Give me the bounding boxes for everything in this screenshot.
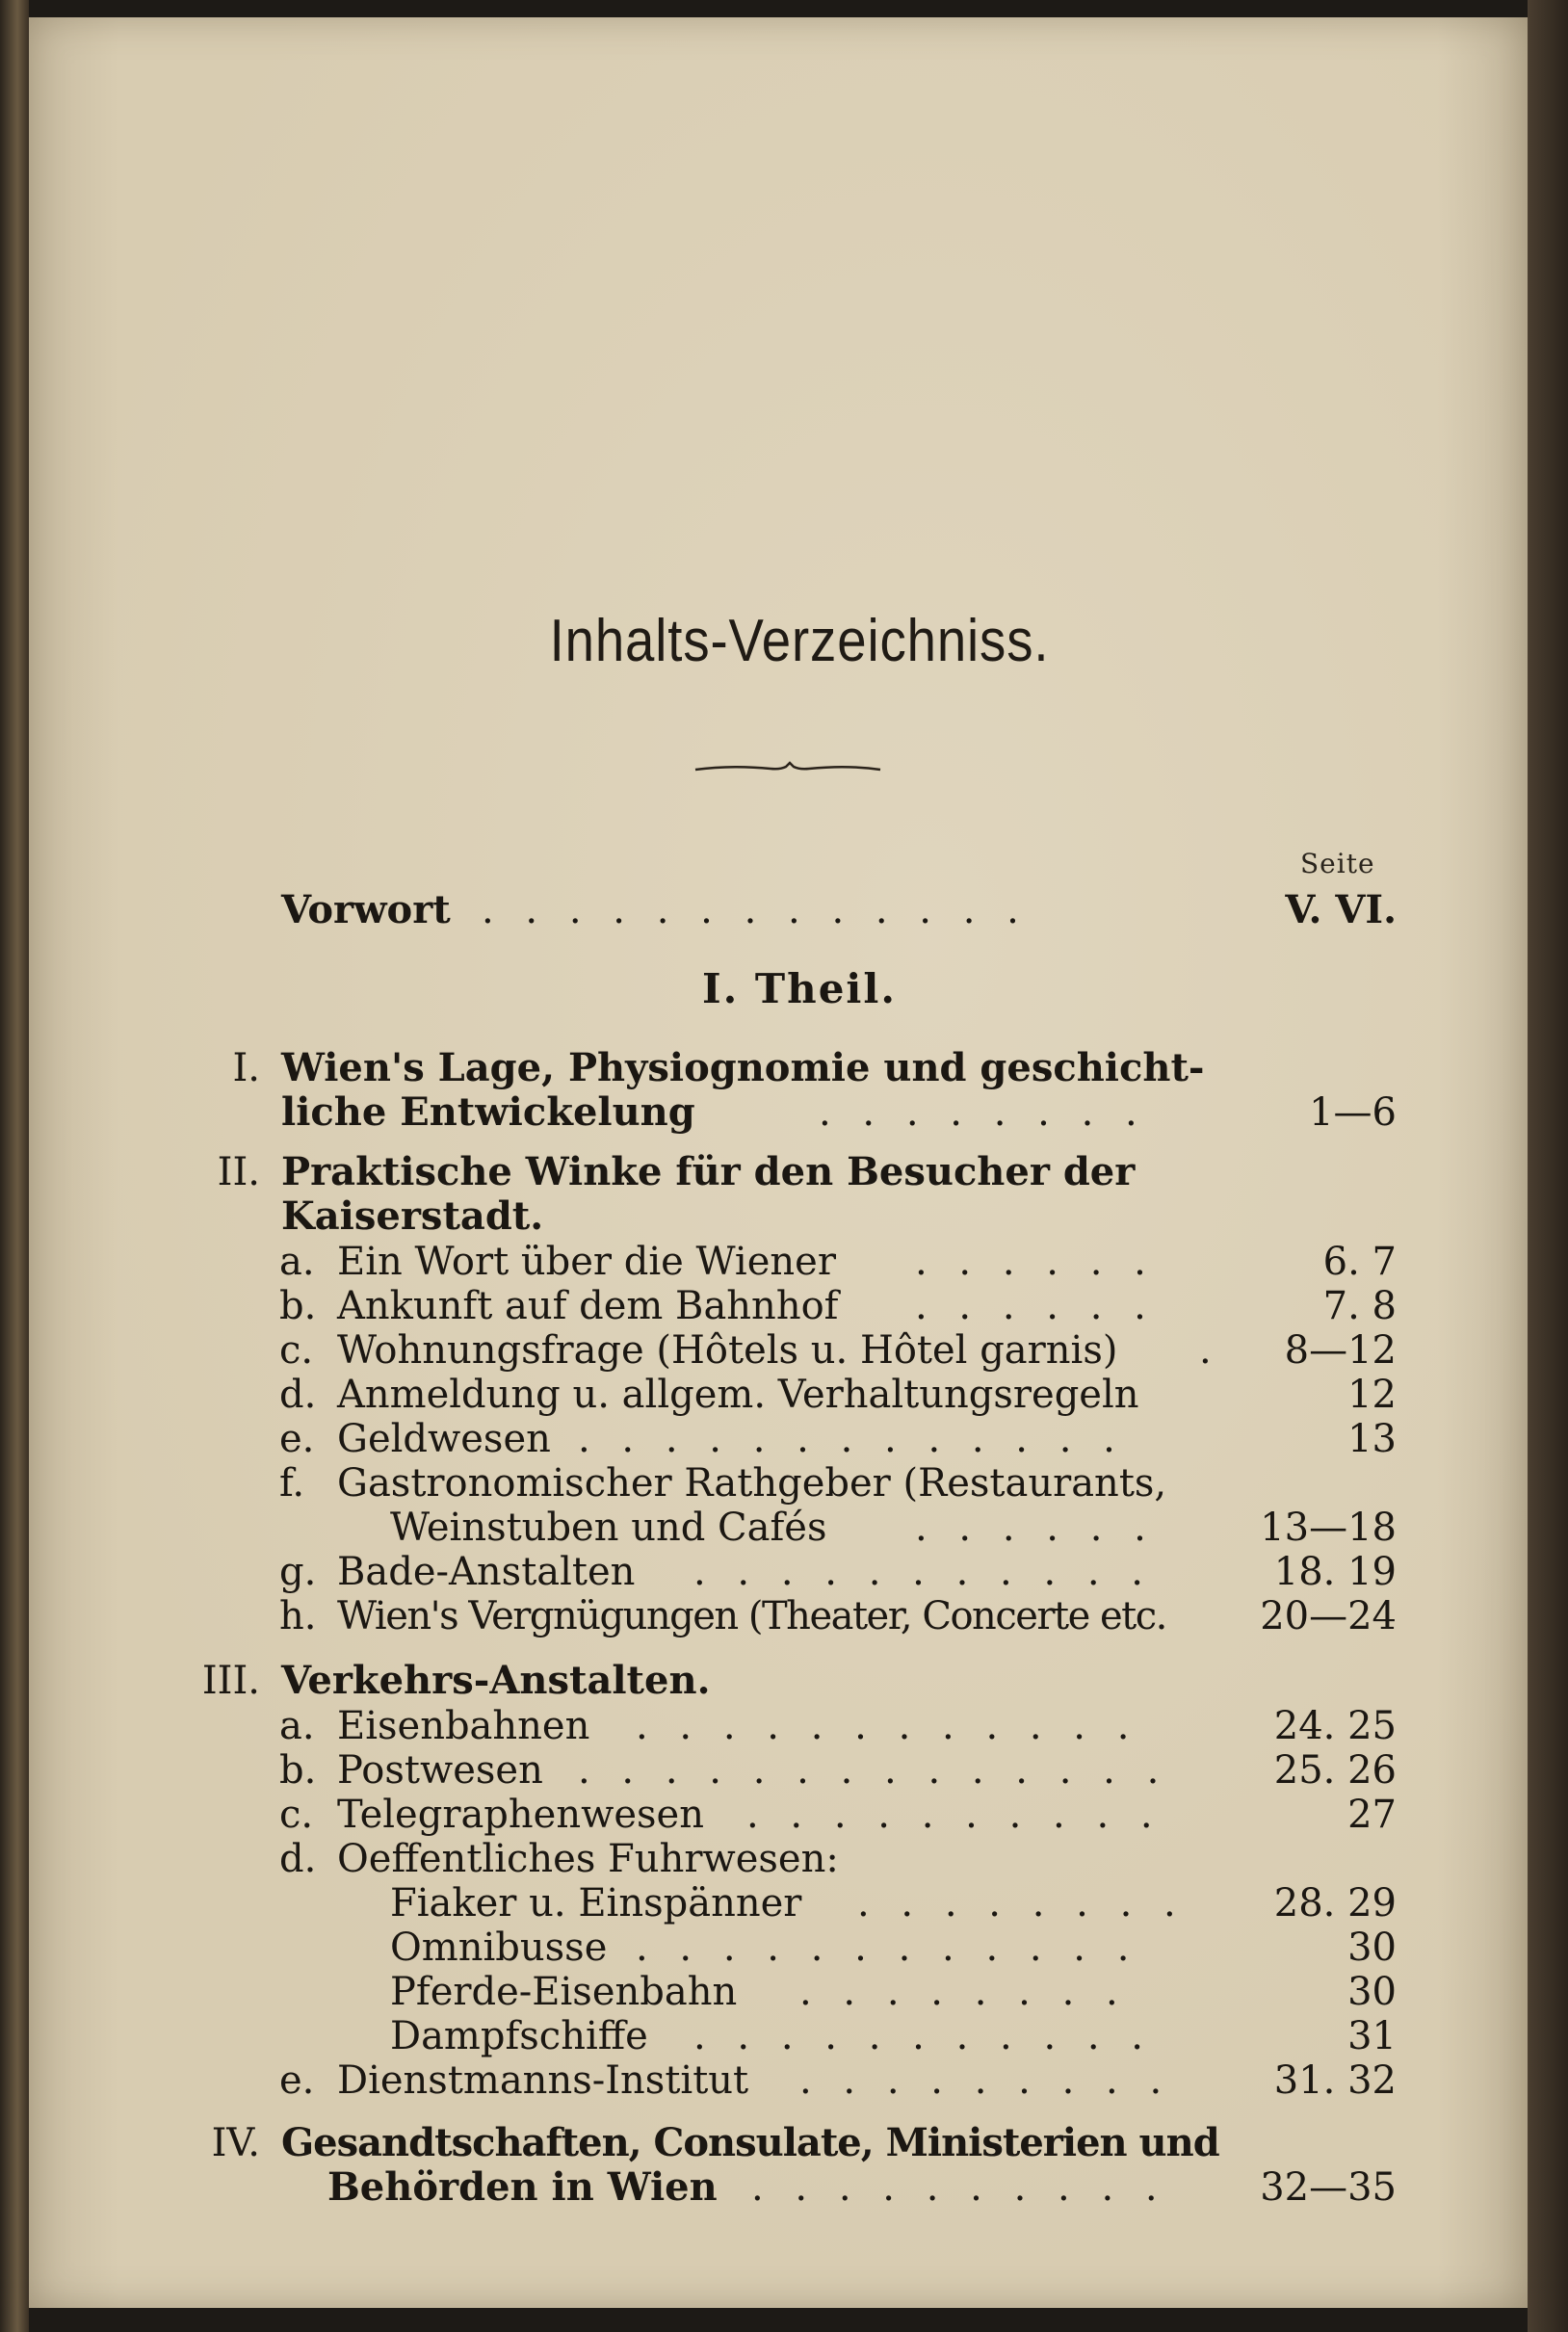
nested-entry-text: Fiaker u. Einspänner — [390, 1881, 802, 1926]
section-roman: III. — [201, 1659, 260, 1703]
subentry-text: Ankunft auf dem Bahnhof — [337, 1284, 839, 1328]
subentry-letter: c. — [279, 1793, 314, 1837]
subentry-text: Geldwesen — [337, 1417, 551, 1461]
section-title-line: Praktische Winke für den Besucher der — [281, 1149, 1136, 1194]
subentry-text: Eisenbahnen — [337, 1704, 590, 1748]
nested-entry-text: Omnibusse — [390, 1926, 608, 1970]
page-number: 13 — [1347, 1417, 1397, 1461]
section-roman: I. — [232, 1046, 260, 1090]
leader-dots: . — [1199, 1328, 1221, 1373]
book-edge — [1528, 0, 1568, 2332]
subentry-letter: h. — [279, 1594, 317, 1638]
leader-dots: . . . . . . . . . . . . . . — [578, 1748, 1169, 1793]
section-title-line: Kaiserstadt. — [281, 1193, 544, 1239]
leader-dots: . . . . . . . . . . — [751, 2165, 1167, 2210]
section-roman: II. — [217, 1150, 260, 1194]
page-number: 30 — [1347, 1926, 1397, 1970]
toc-entry-vorwort — [281, 886, 451, 934]
leader-dots: . . . . . . . . — [819, 1090, 1147, 1135]
leader-dots: . . . . . . . . — [857, 1881, 1186, 1926]
subentry-letter: g. — [279, 1550, 317, 1594]
page-number: 7. 8 — [1322, 1284, 1397, 1328]
page-number: 31. 32 — [1273, 2058, 1397, 2103]
page-number: 25. 26 — [1273, 1748, 1397, 1793]
subentry-letter: c. — [279, 1328, 314, 1373]
subentry-text: Postwesen — [337, 1748, 543, 1793]
page-number: 30 — [1347, 1970, 1397, 2014]
page-number: 27 — [1347, 1793, 1397, 1837]
page-number: 31 — [1347, 2014, 1397, 2058]
page-number: 18. 19 — [1273, 1550, 1397, 1594]
nested-entry-text: Pferde-Eisenbahn — [390, 1970, 738, 2014]
page-number: 1—6 — [1309, 1090, 1397, 1135]
leader-dots: . . . . . . — [915, 1506, 1156, 1550]
leader-dots: . . . . . . . . . . . . — [636, 1704, 1139, 1748]
subentry-letter: b. — [279, 1748, 317, 1793]
page-number: 28. 29 — [1273, 1881, 1397, 1926]
title-ornament — [693, 761, 882, 776]
leader-dots: . . . . . . . . . . . . . — [578, 1417, 1125, 1461]
subentry-text: Bade-Anstalten — [337, 1550, 636, 1594]
leader-dots: . . . . . . . . . . — [746, 1793, 1163, 1837]
leader-dots: . . . . . . . . — [799, 1970, 1128, 2014]
nested-entry-text: Dampfschiffe — [390, 2014, 648, 2058]
page-number: 24. 25 — [1273, 1704, 1397, 1748]
page-number: 6. 7 — [1322, 1240, 1397, 1284]
subentry-letter: a. — [279, 1240, 315, 1284]
book-spine — [0, 0, 29, 2332]
subentry-letter: a. — [279, 1704, 315, 1748]
leader-dots: . . . . . . . . . . . . — [636, 1926, 1139, 1970]
section-roman: IV. — [211, 2121, 260, 2165]
page-number: 8—12 — [1284, 1328, 1397, 1373]
section-title-line: Behörden in Wien — [327, 2164, 718, 2210]
entry-label: Vorwort — [281, 887, 451, 932]
subentry-text: Ein Wort über die Wiener — [337, 1240, 836, 1284]
subentry-text: Wien's Vergnügungen (Theater, Concerte etc. — [337, 1594, 1166, 1638]
section-title-line: Verkehrs-Anstalten. — [281, 1658, 711, 1703]
page-number: 13—18 — [1260, 1506, 1397, 1550]
section-title-line: Wien's Lage, Physiognomie und geschicht- — [281, 1045, 1205, 1090]
page-number: 12 — [1347, 1373, 1397, 1417]
leader-dots: . . . . . . — [915, 1240, 1156, 1284]
page-title: Inhalts-Verzeichniss. — [549, 608, 1050, 674]
subentry-letter: e. — [279, 2058, 315, 2103]
leader-dots: . . . . . . . . . . . — [693, 1550, 1154, 1594]
subentry-text-cont: Weinstuben und Cafés — [390, 1506, 827, 1550]
leader-dots: . . . . . . . . . — [799, 2058, 1172, 2103]
subentry-letter: d. — [279, 1373, 317, 1417]
subentry-text: Dienstmanns-Institut — [337, 2058, 749, 2103]
part-heading: I. Theil. — [702, 965, 897, 1012]
page-number: V. VI. — [1285, 887, 1397, 932]
subentry-letter: b. — [279, 1284, 317, 1328]
subentry-text: Gastronomischer Rathgeber (Restaurants, — [337, 1461, 1167, 1506]
page-number: 32—35 — [1260, 2165, 1397, 2210]
subentry-text: Wohnungsfrage (Hôtels u. Hôtel garnis) — [337, 1328, 1118, 1373]
subentry-text: Oeffentliches Fuhrwesen: — [337, 1837, 839, 1881]
subentry-letter: f. — [279, 1461, 305, 1506]
subentry-text: Telegraphenwesen — [337, 1793, 704, 1837]
leader-dots: . . . . . . . . . . . — [693, 2014, 1154, 2058]
subentry-letter: d. — [279, 1837, 317, 1881]
subentry-letter: e. — [279, 1417, 315, 1461]
section-title-line: liche Entwickelung — [281, 1089, 695, 1135]
subentry-text: Anmeldung u. allgem. Verhaltungsregeln — [337, 1373, 1139, 1417]
leader-dots: . . . . . . . . . . . . . — [482, 888, 1029, 932]
column-header-seite: Seite — [1300, 848, 1375, 879]
leader-dots: . . . . . . — [915, 1284, 1156, 1328]
section-title-line: Gesandtschaften, Consulate, Ministerien und — [281, 2120, 1219, 2165]
page-number: 20—24 — [1260, 1594, 1397, 1638]
